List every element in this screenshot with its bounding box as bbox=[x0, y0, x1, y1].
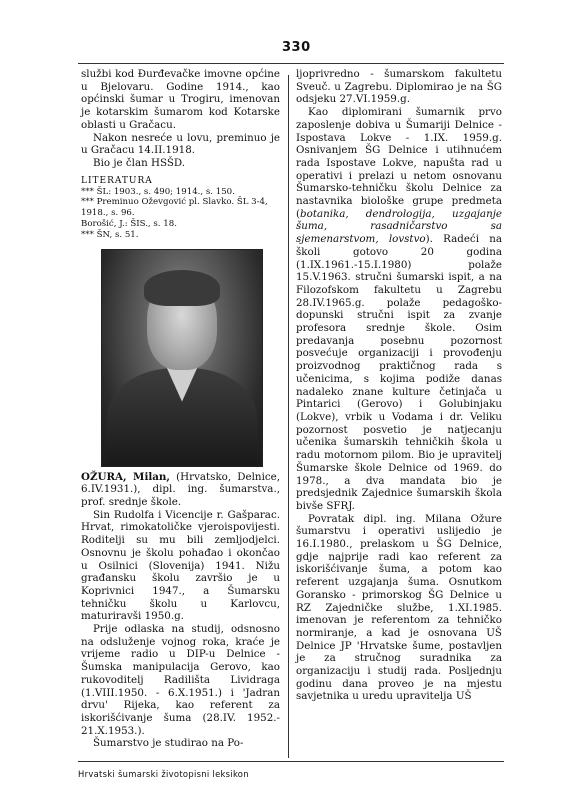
entry-name: OŽURA, Milan, bbox=[81, 470, 171, 483]
literature-item: *** Preminuo Oževgović pl. Slavko. ŠL 3-4, 1918., s. 96. bbox=[81, 197, 268, 219]
column-divider bbox=[288, 75, 289, 758]
paragraph: službi kod Đurđevačke imovne općine u Bjelovaru. Godine 1914., kao općinski šumar u Trogiru, imenovan je kotarskim šumarom kod Kotarske oblasti u Gračacu. bbox=[81, 68, 280, 131]
photo-hair-shape bbox=[144, 270, 220, 306]
paragraph: Prije odlaska na studij, odsnosno na odsluženje vojnog roka, kraće je vrijeme radio u DIP-u Delnice - Šumska manipulacija Gerovo, kao rukovoditelj Radilišta Lividraga (1.VIII.1950. - 6.X.1951.) i 'Jadran drvu' Rijeka, kao referent za iskorišćivanje šuma (28.IV. 1952.- 21.X.1953.). bbox=[81, 623, 280, 737]
italic-text-run: botanika, dendrologija, uzgajanje šuma, rasadničarstvo sa sjemenarstvom, lovstvo bbox=[296, 207, 502, 246]
text-run: ). Radeći na školi gotovo 20 godina (1.IX.1961.-15.I.1980) polaže 15.V.1963. stručni šumarski ispit, a na Filozofskom fakultetu u Zagrebu 28.IV.1965.g. polaže pedagoško-dopunski stručni ispit za zvanje profesora srednje škole. Osim predavanja posebnu pozornost posvećuje organizaciji i provođenju proizvodnog praktičnog rada s učenicima, s kojima podiže danas nadaleko znane kulture četinjača u Pintarici (Gerovo) i Golubinjaku (Lokve), vrbik u Vodama i dr. Veliku pozornost posvetio je natjecanju učenika šumarskih tehničkih škola u radu motornom pilom. Bio je upravitelj Šumarske škole Delnice od 1969. do 1978., a dva mandata bio je predsjednik Zajednice šumarskih škola bivše SFRJ. bbox=[296, 233, 503, 512]
bottom-rule bbox=[78, 761, 504, 762]
literature-item: Borošić, J.: ŠIS., s. 18. bbox=[81, 219, 177, 230]
paragraph: ljoprivredno - šumarskom fakultetu Sveuč. u Zagrebu. Diplomirao je na ŠG odsjeku 27.VI.1959.g. bbox=[296, 68, 502, 106]
paragraph: Sin Rudolfa i Vicencije r. Gašparac. Hrvat, rimokatoličke vjeroispovijesti. Roditelji su mu bili zemljodjelci. Osnovnu je školu pohađao i okončao u Osilnici (Slovenija) 1941. Nižu građansku školu završio je u Koprivnici 1947., a Šumarsku tehničku školu u Karlovcu, maturiravši 1950.g. bbox=[81, 508, 280, 623]
paragraph: Nakon nesreće u lovu, preminuo je u Gračacu 14.II.1918. bbox=[81, 131, 280, 157]
right-column bbox=[296, 68, 502, 703]
paragraph bbox=[296, 106, 502, 513]
left-column bbox=[81, 68, 280, 750]
portrait-photo bbox=[101, 249, 263, 467]
paragraph: Bio je član HSŠD. bbox=[93, 156, 186, 169]
top-rule bbox=[78, 63, 504, 64]
entry-details: (Hrvatsko, Delnice, 6.IV.1931.), dipl. ing. šumarstva., prof. srednje škole. bbox=[81, 470, 280, 509]
literature-heading: LITERATURA bbox=[81, 175, 153, 186]
footer-text: Hrvatski šumarski životopisni leksikon bbox=[78, 769, 249, 779]
literature-item: *** ŠN, s. 51. bbox=[81, 229, 139, 240]
paragraph: Šumarstvo je studirao na Po- bbox=[93, 737, 244, 750]
text-run: Kao diplomirani šumarnik prvo zaposlenje dobiva u Šumariji Delnice - Ispostava Lokve - 1.IX. 1959.g. Osnivanjem ŠG Delnice i utihnućem rada Ispostave Lokve, napušta rad u operativi i prelazi u netom osnovanu Šumarsko-tehničku školu Delnice za nastavnika biološke grupe predmeta ( bbox=[296, 106, 502, 220]
paragraph: Povratak dipl. ing. Milana Ožure šumarstvu i operativi uslijedio je 16.I.1980., prelaskom u ŠG Delnice, gdje najprije radi kao referent za iskorišćivanje šuma, a potom kao referent uzgajanja šuma. Osnutkom Goransko - primorskog ŠG Delnice u RZ Zajedničke službe, 1.XI.1985. imenovan je referentom za tehničko normiranje, a kad je osnovana UŠ Delnice JP 'Hrvatske šume, postavljen je za stručnog suradnika za organizaciju i studij rada. Posljednju godinu dana proveo je na mjestu savjetnika u uredu upravitelja UŠ bbox=[296, 512, 502, 703]
page-number: 330 bbox=[282, 40, 311, 55]
entry-heading bbox=[81, 471, 280, 509]
literature-item: *** ŠL: 1903., s. 490; 1914., s. 150. bbox=[81, 186, 235, 197]
